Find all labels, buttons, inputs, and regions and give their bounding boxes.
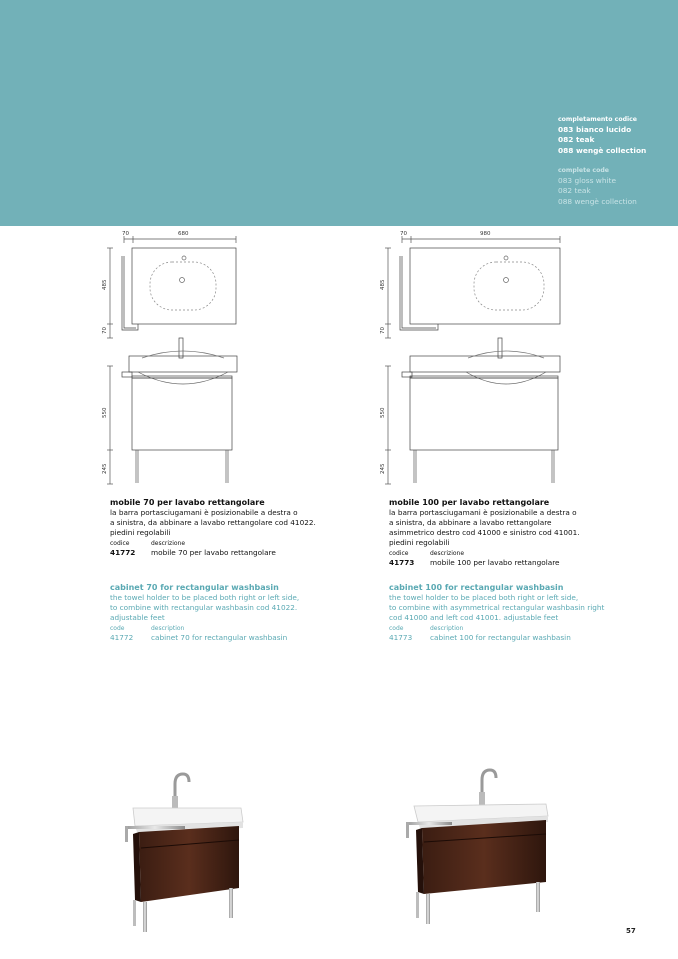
technical-drawing-cabinet-100 xyxy=(376,226,566,488)
product-photo-cabinet-70 xyxy=(115,768,255,942)
finish-codes-heading: complete code xyxy=(558,167,609,174)
page-number: 57 xyxy=(626,927,636,935)
code-label: code xyxy=(110,625,125,633)
product-code-description: mobile 100 per lavabo rettangolare xyxy=(430,558,560,568)
product-description-line: piedini regolabili xyxy=(110,528,171,538)
dimension-label: 550 xyxy=(102,407,108,418)
product-description-line: cod 41000 and left cod 41001. adjustable feet xyxy=(389,613,559,623)
finish-codes-heading: completamento codice xyxy=(558,116,637,123)
finish-code-item: 088 wengè collection xyxy=(558,145,647,155)
product-description-line: adjustable feet xyxy=(110,613,165,623)
code-label: codice xyxy=(389,550,409,558)
product-spec-english-70 xyxy=(110,583,380,643)
product-description-line: to combine with rectangular washbasin cod 41022. xyxy=(110,603,298,613)
product-description-line: the towel holder to be placed both right or left side, xyxy=(110,593,300,603)
dimension-label: 70 xyxy=(380,327,386,334)
product-title: cabinet 100 for rectangular washbasin xyxy=(389,583,564,592)
description-label: descrizione xyxy=(151,540,186,548)
dimension-label: 980 xyxy=(480,231,491,237)
dimension-label: 485 xyxy=(102,279,108,290)
product-code: 41773 xyxy=(389,633,413,643)
product-description-line: la barra portasciugamani è posizionabile a destra o xyxy=(110,508,298,518)
product-photo-cabinet-100 xyxy=(400,766,560,940)
product-title: cabinet 70 for rectangular washbasin xyxy=(110,583,279,592)
dimension-label: 70 xyxy=(400,231,407,237)
product-title: mobile 70 per lavabo rettangolare xyxy=(110,498,265,507)
product-description-line: asimmetrico destro cod 41000 e sinistro cod 41001. xyxy=(389,528,580,538)
product-description-line: to combine with asymmetrical rectangular washbasin right xyxy=(389,603,605,613)
product-description-line: the towel holder to be placed both right or left side, xyxy=(389,593,579,603)
product-spec-italian-70 xyxy=(110,498,380,558)
product-spec-english-100 xyxy=(389,583,659,643)
finish-code-item: 088 wengè collection xyxy=(558,196,637,206)
dimension-label: 70 xyxy=(122,231,129,237)
product-code: 41773 xyxy=(389,558,415,568)
dimension-label: 70 xyxy=(102,327,108,334)
finish-code-item: 082 teak xyxy=(558,135,595,145)
description-label: descrizione xyxy=(430,550,465,558)
finish-code-item: 083 gloss white xyxy=(558,176,616,186)
finish-codes-italian xyxy=(558,115,646,156)
product-code: 41772 xyxy=(110,548,136,558)
description-label: description xyxy=(430,625,464,633)
dimension-label: 245 xyxy=(380,463,386,474)
product-description-line: la barra portasciugamani è posizionabile a destra o xyxy=(389,508,577,518)
product-code-description: cabinet 100 for rectangular washbasin xyxy=(430,633,571,643)
product-title: mobile 100 per lavabo rettangolare xyxy=(389,498,550,507)
finish-codes-english xyxy=(558,166,637,207)
code-label: codice xyxy=(110,540,130,548)
finish-code-item: 082 teak xyxy=(558,186,591,196)
product-description-line: piedini regolabili xyxy=(389,538,450,548)
product-description-line: a sinistra, da abbinare a lavabo rettangolare cod 41022. xyxy=(110,518,316,528)
dimension-label: 680 xyxy=(178,231,189,237)
dimension-label: 485 xyxy=(380,279,386,290)
dimension-label: 550 xyxy=(380,407,386,418)
product-code: 41772 xyxy=(110,633,134,643)
product-spec-italian-100 xyxy=(389,498,659,569)
product-description-line: a sinistra, da abbinare a lavabo rettangolare xyxy=(389,518,552,528)
code-label: code xyxy=(389,625,404,633)
product-code-description: mobile 70 per lavabo rettangolare xyxy=(151,548,276,558)
technical-drawing-cabinet-70 xyxy=(98,226,248,488)
product-code-description: cabinet 70 for rectangular washbasin xyxy=(151,633,288,643)
description-label: description xyxy=(151,625,185,633)
dimension-label: 245 xyxy=(102,463,108,474)
finish-code-item: 083 bianco lucido xyxy=(558,125,632,135)
